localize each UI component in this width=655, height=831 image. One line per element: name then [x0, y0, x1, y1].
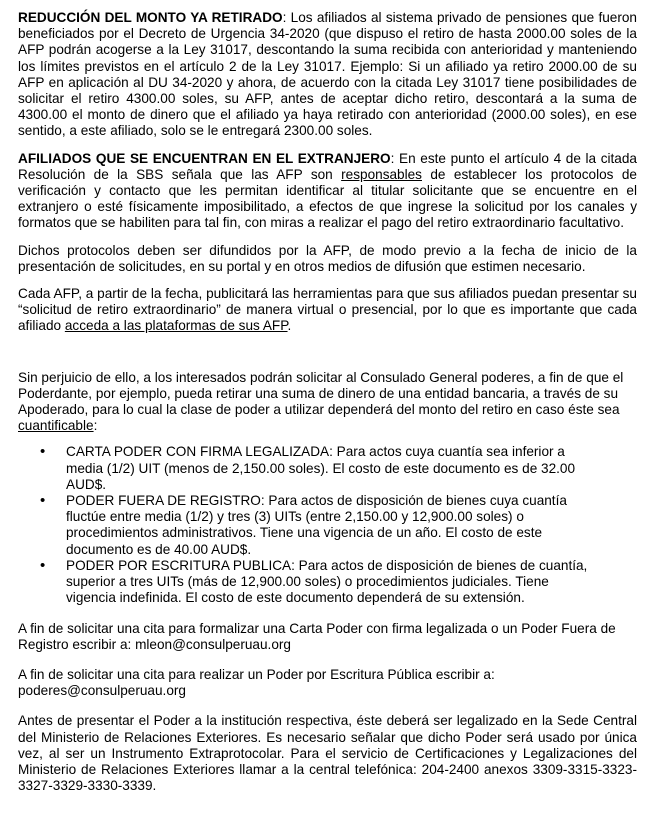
underlined-responsables: responsables: [341, 166, 422, 182]
paragraph-protocolos: Dichos protocolos deben ser difundidos por la AFP, de modo previo a la fecha de inicio de la presentación de solicitudes, en su portal y en otros medios de difusión que estimen necesario.: [18, 242, 637, 274]
paragraph-reduccion: [18, 10, 637, 140]
text-extranjero-b: de establecer los protocolos de verificación y contacto que les permitan identificar al titular solicitante que se encuentre en el extranjero o esté físicamente imposibilitado, a efectos de que ingrese la solicitud por los canales y formatos que se habiliten para tal fin, con miras a realizar el pago del retiro extraordinario facultativo.: [18, 166, 637, 231]
text-extranjero-a: : En este punto el artículo 4 de la citada Resolución de la SBS señala que las AFP son: [18, 150, 637, 182]
paragraph-cita-carta: A fin de solicitar una cita para formalizar una Carta Poder con firma legalizada o un Poder Fuera de Registro escribir a: mleon@consulperuau.org: [18, 620, 616, 652]
paragraph-perjuicio: [18, 370, 637, 435]
text-perjuicio-end: :: [93, 418, 98, 434]
paragraph-legalizacion: Antes de presentar el Poder a la institución respectiva, éste deberá ser legalizado en la Sede Central del Ministerio de Relaciones Exteriores. Es necesario señalar que dicho Poder será usado por única vez, al ser un Instrumento Extraprotocolar. Para el servicio de Certificaciones y Legalizaciones del Ministerio de Relaciones Exteriores llamar a la central telefónica: 204-2400 anexos 3309-3315-3323-3327-3329-3330-3339.: [18, 713, 637, 794]
list-item-carta-poder: [66, 444, 637, 493]
text-reduccion: : Los afiliados al sistema privado de pensiones que fueron beneficiados por el Decreto de Urgencia 34-2020 (que dispuso el retiro de hasta 2000.00 soles de la AFP podrán acogerse a la Ley 31017, descontando la suma recibida con anterioridad y manteniendo los límites previstos en el artículo 2 de la Ley 31017. Ejemplo: Si un afiliado ya retiro 2000.00 de su AFP en aplicación al DU 34-2020 y ahora, de acuerdo con la citada Ley 31017 tiene posibilidades de solicitar el retiro 4300.00 soles, su AFP, antes de aceptar dicho retiro, descontará a la suma de 4300.00 el monto de dinero que el afiliado ya haya retirado con anterioridad (2000.00 soles), en ese sentido, a este afiliado, solo se le entregará 2300.00 soles.: [18, 10, 637, 139]
text-perjuicio: Sin perjuicio de ello, a los interesados podrán solicitar al Consulado General poderes, a fin de que el Poderdante, por ejemplo, pueda retirar una suma de dinero de una entidad bancaria, a través de su Apoderado, para lo cual la clase de poder a utilizar dependerá del monto del retiro en caso éste sea: [18, 369, 624, 418]
paragraph-cita-escritura: A fin de solicitar una cita para realizar un Poder por Escritura Pública escribir a: poderes@consulperuau.org: [18, 666, 495, 699]
bullet-text: • PODER POR ESCRITURA PUBLICA: Para actos de disposición de bienes de cuantía, superior a tres UITs (más de 12,900.00 soles) o procedimientos judiciales. Tiene vigencia indefinida. El costo de este documento dependerá de su extensión.: [66, 557, 588, 606]
heading-reduccion: REDUCCIÓN DEL MONTO YA RETIRADO: [18, 10, 283, 25]
text-cada-afp: Cada AFP, a partir de la fecha, publicitará las herramientas para que sus afiliados puedan presentar su “solicitud de retiro extraordinario” de manera virtual o presencial, por lo que es importante que cada afiliado: [18, 286, 637, 334]
heading-extranjero: AFILIADOS QUE SE ENCUENTRAN EN EL EXTRANJERO: [18, 150, 391, 166]
list-item-poder-escritura: [66, 558, 637, 607]
poder-types-list: [18, 444, 637, 606]
link-plataformas-afp[interactable]: acceda a las plataformas de sus AFP: [64, 318, 288, 334]
paragraph-extranjero: [18, 151, 637, 232]
paragraph-cada-afp: [18, 286, 637, 335]
underlined-cuantificable: cuantificable: [18, 418, 94, 434]
list-item-poder-fuera-registro: [66, 493, 637, 558]
bullet-text: • PODER FUERA DE REGISTRO: Para actos de disposición de bienes cuya cuantía fluctúe entre media (1/2) y tres (3) UITs (entre 2,150.00 y 12,900.00 soles) o procedimientos administrativos. Tiene una vigencia de un año. El costo de este documento es de 40.00 AUD$.: [66, 493, 567, 557]
bullet-text: • CARTA PODER CON FIRMA LEGALIZADA: Para actos cuya cuantía sea inferior a media (1/2) UIT (menos de 2,150.00 soles). El costo de este documento es de 32.00 AUD$.: [66, 444, 576, 492]
text-cada-afp-end: .: [287, 318, 292, 334]
